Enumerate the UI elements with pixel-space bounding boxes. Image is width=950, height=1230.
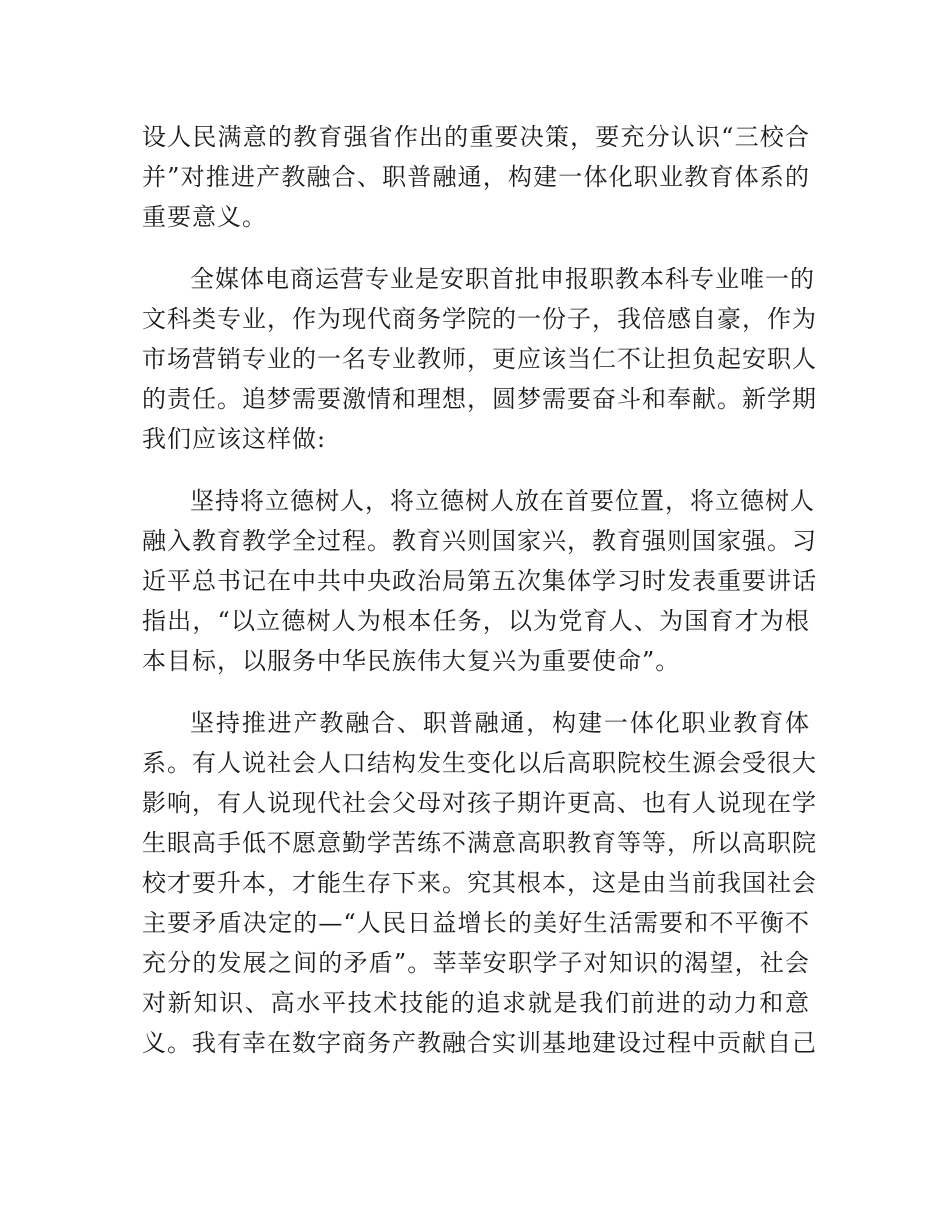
text-line: 的责任。追梦需要激情和理想，圆梦需要奋斗和奉献。新学期 (142, 385, 817, 413)
paragraph-4 (142, 703, 817, 1063)
text-line: 主要矛盾决定的—“人民日益增长的美好生活需要和不平衡不 (142, 909, 810, 937)
text-line: 坚持将立德树人，将立德树人放在首要位置，将立德树人 (190, 487, 815, 515)
text-line: 文科类专业，作为现代商务学院的一份子，我倍感自豪，作为 (142, 305, 817, 333)
text-line: 指出，“以立德树人为根本任务，以为党育人、为国育才为根 (142, 607, 810, 635)
text-line: 近平总书记在中共中央政治局第五次集体学习时发表重要讲话 (142, 567, 817, 595)
text-line: 义。我有幸在数字商务产教融合实训基地建设过程中贡献自己 (142, 1029, 817, 1057)
paragraph-2 (142, 259, 817, 459)
text-line: 本目标，以服务中华民族伟大复兴为重要使命”。 (142, 647, 681, 675)
text-line: 全媒体电商运营专业是安职首批申报职教本科专业唯一的 (190, 265, 815, 293)
text-line: 系。有人说社会人口结构发生变化以后高职院校生源会受很大 (142, 749, 817, 777)
text-line: 设人民满意的教育强省作出的重要决策，要充分认识“三校合 (142, 123, 810, 151)
text-line: 影响，有人说现代社会父母对孩子期许更高、也有人说现在学 (142, 789, 817, 817)
text-line: 市场营销专业的一名专业教师，更应该当仁不让担负起安职人 (142, 345, 817, 373)
text-line: 生眼高手低不愿意勤学苦练不满意高职教育等等，所以高职院 (142, 829, 817, 857)
paragraph-1 (142, 117, 810, 237)
text-line: 对新知识、高水平技术技能的追求就是我们前进的动力和意 (142, 989, 810, 1017)
text-line: 融入教育教学全过程。教育兴则国家兴，教育强则国家强。习 (142, 527, 817, 555)
text-line: 重要意义。 (142, 203, 267, 231)
paragraph-3 (142, 481, 817, 681)
text-line: 并”对推进产教融合、职普融通，构建一体化职业教育体系的 (142, 163, 810, 191)
text-line: 充分的发展之间的矛盾”。莘莘安职学子对知识的渴望，社会 (142, 949, 810, 977)
text-line: 校才要升本，才能生存下来。究其根本，这是由当前我国社会 (142, 869, 817, 897)
document-page (142, 117, 817, 1085)
text-line: 坚持推进产教融合、职普融通，构建一体化职业教育体 (190, 709, 810, 737)
text-line: 我们应该这样做: (142, 425, 327, 453)
